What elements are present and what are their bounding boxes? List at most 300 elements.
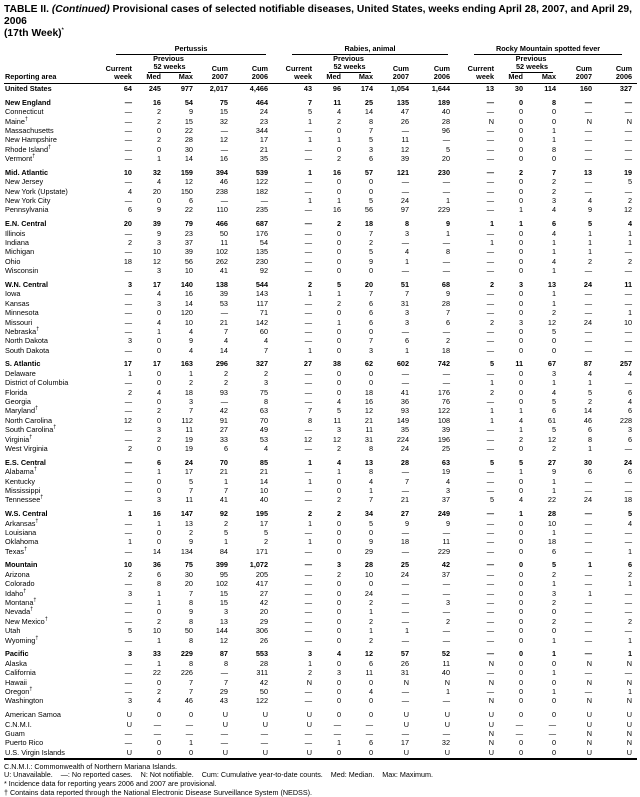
value-cell: 0	[156, 144, 161, 154]
table-row	[4, 136, 637, 145]
reporting-area-cell: Delaware	[5, 368, 36, 378]
reporting-area-cell: Arkansas†	[5, 518, 39, 528]
value-cell: —	[486, 649, 495, 659]
value-cell: 14	[152, 546, 161, 556]
week-label: week	[276, 73, 320, 84]
value-cell: 2	[628, 256, 633, 266]
value-cell: 0	[336, 546, 342, 556]
value-cell: —	[486, 308, 495, 318]
value-cell: 13	[485, 83, 495, 93]
title-continued: (Continued)	[51, 4, 110, 15]
value-cell: —	[220, 308, 228, 318]
year-2007-label: 2007	[381, 73, 417, 84]
value-cell: 13	[547, 279, 557, 289]
table-row	[4, 145, 637, 154]
value-cell: —	[124, 228, 132, 238]
value-cell: 7	[223, 677, 228, 687]
value-cell: 0	[518, 649, 524, 659]
value-cell: U	[586, 710, 593, 720]
weeks52-label: 52 weeks	[140, 63, 201, 73]
value-cell: 0	[188, 747, 193, 757]
value-cell: 5	[551, 425, 557, 435]
value-cell: —	[486, 569, 495, 579]
value-cell: 3	[404, 308, 410, 318]
value-cell: 0	[518, 378, 524, 388]
dagger-marker: †	[24, 116, 28, 123]
value-cell: 32	[441, 738, 451, 748]
value-cell: —	[185, 728, 193, 738]
current-label: Current	[467, 64, 495, 74]
value-cell: 2	[336, 495, 342, 505]
value-cell: —	[584, 336, 593, 346]
value-cell: 1	[587, 560, 593, 570]
value-cell: 75	[184, 560, 193, 570]
value-cell: 1	[404, 345, 410, 355]
value-cell: 6	[628, 406, 633, 416]
value-cell: N	[306, 677, 313, 687]
value-cell: 3	[368, 345, 374, 355]
value-cell: 0	[518, 326, 524, 336]
value-cell: 15	[219, 107, 228, 117]
reporting-area-label: Reporting area	[4, 73, 100, 84]
value-cell: 39	[184, 247, 193, 257]
value-cell: 24	[400, 569, 410, 579]
value-cell: —	[304, 317, 313, 327]
value-cell: 38	[332, 359, 342, 369]
value-cell: 40	[259, 495, 269, 505]
value-cell: 9	[445, 219, 451, 229]
value-cell: 24	[583, 279, 593, 289]
value-cell: 0	[518, 588, 524, 598]
value-cell: 9	[551, 467, 557, 477]
table-row	[4, 467, 637, 476]
value-cell: 24	[400, 444, 410, 453]
value-cell: 2	[551, 444, 557, 453]
value-cell: 108	[437, 415, 451, 425]
value-cell: 7	[368, 289, 374, 299]
value-cell: 10	[184, 317, 193, 327]
value-cell: —	[486, 588, 495, 598]
value-cell: 41	[219, 266, 228, 276]
value-cell: 226	[180, 668, 193, 678]
value-cell: 8	[404, 219, 410, 229]
value-cell: 0	[336, 686, 342, 696]
value-cell: —	[584, 308, 593, 318]
value-cell: 39	[441, 425, 451, 435]
value-cell: 19	[184, 434, 193, 444]
value-cell: —	[220, 397, 228, 407]
value-cell: 9	[188, 537, 193, 547]
value-cell: N	[586, 658, 593, 668]
value-cell: 14	[583, 406, 593, 416]
value-cell: 5	[223, 527, 228, 537]
value-cell: —	[584, 635, 593, 645]
value-cell: 3	[404, 228, 410, 238]
value-cell: —	[124, 425, 132, 435]
value-cell: —	[624, 266, 633, 276]
value-cell: 6	[188, 196, 193, 206]
table-row	[4, 668, 637, 677]
value-cell: 20	[184, 579, 193, 589]
value-cell: 29	[219, 686, 228, 696]
value-cell: —	[304, 125, 313, 135]
reporting-area-cell: Guam	[5, 728, 25, 738]
value-cell: —	[304, 397, 313, 407]
value-cell: —	[486, 336, 495, 346]
value-cell: 229	[180, 649, 193, 659]
value-cell: 0	[551, 626, 557, 636]
value-cell: 7	[307, 406, 313, 416]
value-cell: —	[304, 425, 313, 435]
value-cell: —	[486, 579, 495, 589]
value-cell: 7	[188, 588, 193, 598]
value-cell: 2	[336, 219, 342, 229]
value-cell: 10	[123, 560, 132, 570]
value-cell: N	[586, 696, 593, 706]
value-cell: 53	[219, 298, 228, 308]
dagger-marker: †	[35, 518, 39, 525]
value-cell: 1	[551, 247, 557, 257]
value-cell: —	[584, 154, 593, 164]
table-row	[4, 678, 637, 687]
value-cell: 4	[551, 387, 557, 397]
value-cell: 228	[619, 415, 633, 425]
value-cell: 6	[628, 467, 633, 477]
dagger-marker: †	[32, 153, 36, 160]
value-cell: 0	[336, 518, 342, 528]
value-cell: 7	[368, 125, 374, 135]
value-cell: —	[124, 298, 132, 308]
value-cell: 9	[188, 336, 193, 346]
value-cell: N	[488, 658, 495, 668]
value-cell: —	[584, 345, 593, 355]
value-cell: 4	[188, 326, 193, 336]
dagger-marker: †	[30, 607, 34, 613]
value-cell: 159	[180, 167, 193, 177]
value-cell: —	[486, 518, 495, 528]
value-cell: U	[222, 747, 228, 757]
value-cell: U	[403, 710, 410, 720]
value-cell: 7	[445, 308, 451, 318]
reporting-area-cell: E.N. Central	[5, 219, 47, 229]
value-cell: 150	[180, 186, 193, 196]
value-cell: —	[401, 616, 410, 626]
value-cell: 8	[551, 97, 557, 107]
value-cell: —	[124, 154, 132, 164]
value-cell: 36	[400, 397, 410, 407]
value-cell: 71	[259, 308, 269, 318]
reporting-area-cell: North Carolina	[5, 415, 53, 425]
weeks52-label: 52 weeks	[320, 63, 381, 73]
value-cell: —	[584, 527, 593, 537]
value-cell: 327	[255, 359, 269, 369]
value-cell: —	[124, 598, 132, 608]
value-cell: 149	[396, 415, 410, 425]
value-cell: 0	[518, 107, 524, 117]
value-cell: 0	[518, 228, 524, 238]
value-cell: 1	[156, 658, 161, 668]
value-cell: —	[624, 476, 633, 486]
value-cell: 87	[219, 649, 228, 659]
value-cell: 18	[364, 219, 374, 229]
value-cell: —	[124, 457, 132, 467]
value-cell: 257	[619, 359, 633, 369]
value-cell: 1	[404, 256, 410, 266]
value-cell: 102	[215, 579, 228, 589]
value-cell: —	[624, 598, 633, 608]
value-cell: 3	[127, 649, 132, 659]
reporting-area-cell: Oregon†	[5, 686, 33, 696]
value-cell: 2	[156, 135, 161, 145]
value-cell: 4	[587, 368, 593, 378]
value-cell: 1	[445, 196, 451, 206]
value-cell: 1	[628, 228, 633, 238]
table-row	[4, 164, 637, 178]
value-cell: 12	[623, 205, 633, 215]
value-cell: —	[486, 186, 495, 196]
value-cell: 20	[152, 186, 161, 196]
value-cell: —	[624, 247, 633, 257]
value-cell: —	[486, 626, 495, 636]
value-cell: 6	[156, 569, 161, 579]
value-cell: 1	[551, 579, 557, 589]
value-cell: 3	[156, 425, 161, 435]
table-row	[4, 196, 637, 205]
value-cell: 13	[583, 167, 593, 177]
value-cell: 70	[219, 457, 228, 467]
value-cell: —	[220, 125, 228, 135]
value-cell: 0	[156, 527, 161, 537]
footnotes	[4, 763, 635, 797]
value-cell: 2	[156, 116, 161, 126]
value-cell: —	[624, 588, 633, 598]
value-cell: —	[401, 598, 410, 608]
value-cell: U	[306, 710, 313, 720]
value-cell: —	[515, 719, 524, 729]
value-cell: 5	[263, 527, 269, 537]
value-cell: 6	[368, 298, 374, 308]
value-cell: 84	[219, 546, 228, 556]
value-cell: 1	[551, 527, 557, 537]
value-cell: 182	[255, 186, 269, 196]
value-cell: 31	[400, 668, 410, 678]
value-cell: 6	[368, 308, 374, 318]
value-cell: —	[442, 635, 451, 645]
value-cell: 464	[255, 97, 269, 107]
reporting-area-cell: Georgia	[5, 397, 31, 407]
value-cell: 0	[368, 579, 374, 589]
value-cell: 7	[404, 476, 410, 486]
value-cell: —	[486, 345, 495, 355]
table-row	[4, 388, 637, 397]
value-cell: 12	[184, 177, 193, 187]
value-cell: —	[584, 144, 593, 154]
value-cell: —	[486, 289, 495, 299]
value-cell: 19	[623, 167, 633, 177]
value-cell: 1	[587, 228, 593, 238]
value-cell: —	[486, 125, 495, 135]
value-cell: 0	[518, 186, 524, 196]
value-cell: 0	[368, 710, 374, 720]
value-cell: —	[442, 256, 451, 266]
value-cell: —	[304, 728, 313, 738]
value-cell: 17	[152, 279, 161, 289]
value-cell: 2	[551, 569, 557, 579]
table-row	[4, 706, 637, 720]
reporting-area-cell: S. Atlantic	[5, 359, 41, 369]
value-cell: 0	[156, 738, 161, 748]
value-cell: 4	[263, 444, 269, 453]
value-cell: 18	[364, 387, 374, 397]
value-cell: 1	[307, 476, 313, 486]
table-row	[4, 266, 637, 275]
value-cell: 1	[336, 738, 342, 748]
value-cell: 4	[518, 495, 524, 505]
value-cell: 9	[156, 205, 161, 215]
value-cell: 2	[551, 186, 557, 196]
value-cell: 4	[127, 186, 132, 196]
value-cell: —	[304, 298, 313, 308]
group-header-rmsf: Rocky Mountain spotted fever	[458, 45, 637, 55]
value-cell: 17	[123, 359, 132, 369]
value-cell: 2	[445, 616, 451, 626]
year-2007-label: 2007	[564, 73, 600, 84]
value-cell: 3	[445, 485, 451, 495]
value-cell: 8	[368, 467, 374, 477]
value-cell: 9	[156, 228, 161, 238]
value-cell: 4	[156, 317, 161, 327]
value-cell: 17	[152, 359, 161, 369]
value-cell: 0	[518, 747, 524, 757]
value-cell: 92	[219, 509, 228, 519]
value-cell: —	[304, 696, 313, 706]
value-cell: U	[126, 747, 132, 757]
value-cell: 5	[628, 177, 633, 187]
value-cell: N	[586, 677, 593, 687]
value-cell: 28	[259, 658, 269, 668]
value-cell: 85	[259, 457, 269, 467]
value-cell: 27	[400, 509, 410, 519]
value-cell: 0	[156, 415, 161, 425]
value-cell: —	[584, 546, 593, 556]
table-row	[4, 496, 637, 505]
value-cell: —	[486, 107, 495, 117]
value-cell: —	[624, 298, 633, 308]
value-cell: 0	[518, 368, 524, 378]
value-cell: —	[486, 135, 495, 145]
value-cell: —	[304, 368, 313, 378]
reporting-area-cell: Wisconsin	[5, 266, 39, 276]
value-cell: —	[486, 144, 495, 154]
reporting-area-cell: Ohio	[5, 256, 21, 266]
value-cell: 56	[184, 256, 193, 266]
value-cell: —	[124, 677, 132, 687]
value-cell: 47	[400, 107, 410, 117]
value-cell: 0	[156, 444, 161, 453]
value-cell: —	[304, 326, 313, 336]
value-cell: 0	[518, 256, 524, 266]
value-cell: 2	[587, 397, 593, 407]
value-cell: 12	[152, 256, 161, 266]
value-cell: 1	[156, 598, 161, 608]
value-cell: 4	[156, 696, 161, 706]
reporting-area-cell: United States	[5, 83, 52, 93]
value-cell: 4,466	[249, 83, 269, 93]
value-cell: —	[486, 537, 495, 547]
value-cell: 6	[587, 425, 593, 435]
reporting-area-cell: District of Columbia	[5, 378, 69, 388]
value-cell: 21	[219, 317, 228, 327]
value-cell: 0	[156, 368, 161, 378]
value-cell: 1	[404, 626, 410, 636]
value-cell: —	[486, 476, 495, 486]
value-cell: —	[486, 154, 495, 164]
value-cell: 20	[441, 154, 451, 164]
value-cell: 122	[255, 696, 269, 706]
value-cell: 8	[587, 434, 593, 444]
value-cell: 4	[336, 457, 342, 467]
value-cell: 135	[255, 247, 269, 257]
value-cell: 0	[156, 378, 161, 388]
value-cell: 2	[368, 616, 374, 626]
value-cell: 61	[547, 415, 557, 425]
value-cell: —	[124, 378, 132, 388]
value-cell: 28	[547, 509, 557, 519]
value-cell: 8	[188, 598, 193, 608]
table-row	[4, 435, 637, 444]
value-cell: 6	[628, 434, 633, 444]
spacer	[236, 55, 276, 63]
value-cell: —	[584, 616, 593, 626]
value-cell: 37	[441, 495, 451, 505]
table-row	[4, 570, 637, 579]
value-cell: 3	[518, 317, 524, 327]
value-cell: 11	[442, 537, 451, 547]
value-cell: 0	[156, 710, 161, 720]
reporting-area-cell: Connecticut	[5, 107, 44, 117]
reporting-area-cell: Pacific	[5, 649, 29, 659]
value-cell: 15	[219, 588, 228, 598]
reporting-area-cell: Mid. Atlantic	[5, 167, 49, 177]
value-cell: 0	[156, 476, 161, 486]
value-cell: 174	[360, 83, 374, 93]
value-cell: 3	[307, 649, 313, 659]
value-cell: 17	[259, 135, 269, 145]
value-cell: 138	[215, 279, 228, 289]
value-cell: 9	[587, 205, 593, 215]
table-row	[4, 327, 637, 336]
spacer	[276, 55, 320, 63]
value-cell: 28	[400, 457, 410, 467]
previous-label: Previous	[153, 54, 184, 64]
med-label: Med	[140, 73, 169, 84]
value-cell: —	[486, 635, 495, 645]
reporting-area-cell: New England	[5, 97, 51, 107]
value-cell: 3	[336, 560, 342, 570]
value-cell: 4	[156, 289, 161, 299]
value-cell: —	[124, 97, 132, 107]
value-cell: 2	[127, 238, 132, 248]
table-row	[4, 94, 637, 108]
value-cell: —	[442, 588, 451, 598]
value-cell: 14	[364, 107, 374, 117]
value-cell: 21	[364, 415, 374, 425]
column-labels-row	[4, 73, 637, 84]
value-cell: 1	[518, 406, 524, 416]
value-cell: 97	[400, 205, 410, 215]
value-cell: —	[304, 569, 313, 579]
reporting-area-cell: Alabama†	[5, 466, 37, 477]
